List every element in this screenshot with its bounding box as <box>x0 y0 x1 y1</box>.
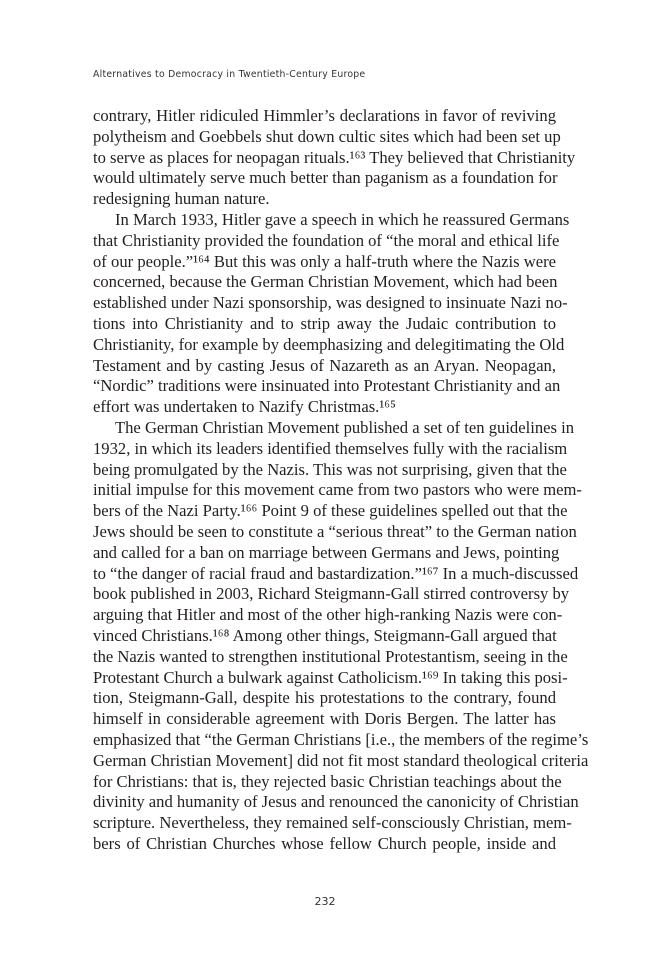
running-head: Alternatives to Democracy in Twentieth-Century Europe <box>93 69 366 80</box>
text-line: concerned, because the German Christian Movement, which had been <box>93 272 558 292</box>
text-line: established under Nazi sponsorship, was designed to insinuate Nazi no- <box>93 293 568 313</box>
text-line: arguing that Hitler and most of the other high-ranking Nazis were con- <box>93 605 563 625</box>
text-line: Christianity, for example by deemphasizing and delegitimating the Old <box>93 334 565 354</box>
text-line: German Christian Movement] did not fit most standard theological criteria <box>93 750 589 770</box>
body-text <box>93 106 589 855</box>
text-line: Protestant Church a bulwark against Catholicism.¹⁶⁹ In taking this posi- <box>93 667 568 687</box>
text-line: and called for a ban on marriage between Germans and Jews, pointing <box>93 542 560 562</box>
text-line: divinity and humanity of Jesus and renounced the canonicity of Christian <box>93 792 579 812</box>
text-line: polytheism and Goebbels shut down cultic sites which had been set up <box>93 126 561 146</box>
text-line: The German Christian Movement published a set of ten guidelines in <box>115 417 574 437</box>
text-line: In March 1933, Hitler gave a speech in which he reassured Germans <box>115 209 570 229</box>
text-line: that Christianity provided the foundation of “the moral and ethical life <box>93 230 560 250</box>
text-line: himself in considerable agreement with Doris Bergen. The latter has <box>93 709 556 729</box>
text-line: tion, Steigmann-Gall, despite his protestations to the contrary, found <box>93 688 556 708</box>
text-line: emphasized that “the German Christians [i.e., the members of the regime’s <box>93 729 589 749</box>
text-line: being promulgated by the Nazis. This was not surprising, given that the <box>93 459 567 479</box>
text-line: to “the danger of racial fraud and bastardization.”¹⁶⁷ In a much-discussed <box>93 563 579 583</box>
text-line: would ultimately serve much better than paganism as a foundation for <box>93 168 558 188</box>
text-line: the Nazis wanted to strengthen institutional Protestantism, seeing in the <box>93 646 568 666</box>
text-line: tions into Christianity and to strip away the Judaic contribution to <box>93 313 556 333</box>
text-line: vinced Christians.¹⁶⁸ Among other things, Steigmann-Gall argued that <box>93 625 557 645</box>
text-line: effort was undertaken to Nazify Christmas.¹⁶⁵ <box>93 397 396 417</box>
text-line: bers of Christian Churches whose fellow Church people, inside and <box>93 833 556 853</box>
text-line: book published in 2003, Richard Steigmann-Gall stirred controversy by <box>93 584 570 604</box>
text-line: redesigning human nature. <box>93 189 270 209</box>
text-line: Jews should be seen to constitute a “serious threat” to the German nation <box>93 521 577 541</box>
text-line: 1932, in which its leaders identified themselves fully with the racialism <box>93 438 568 458</box>
text-line: for Christians: that is, they rejected basic Christian teachings about the <box>93 771 562 791</box>
page-number: 232 <box>314 895 336 908</box>
text-line: initial impulse for this movement came from two pastors who were mem- <box>93 480 582 500</box>
text-line: “Nordic” traditions were insinuated into Protestant Christianity and an <box>93 376 561 396</box>
text-line: bers of the Nazi Party.¹⁶⁶ Point 9 of these guidelines spelled out that the <box>93 501 568 521</box>
text-line: of our people.”¹⁶⁴ But this was only a half-truth where the Nazis were <box>93 251 556 271</box>
text-line: to serve as places for neopagan rituals.¹⁶³ They believed that Christianity <box>93 147 576 167</box>
text-line: Testament and by casting Jesus of Nazareth as an Aryan. Neopagan, <box>93 355 556 375</box>
text-line: contrary, Hitler ridiculed Himmler’s declarations in favor of reviving <box>93 106 556 125</box>
text-line: scripture. Nevertheless, they remained self-consciously Christian, mem- <box>93 813 572 833</box>
